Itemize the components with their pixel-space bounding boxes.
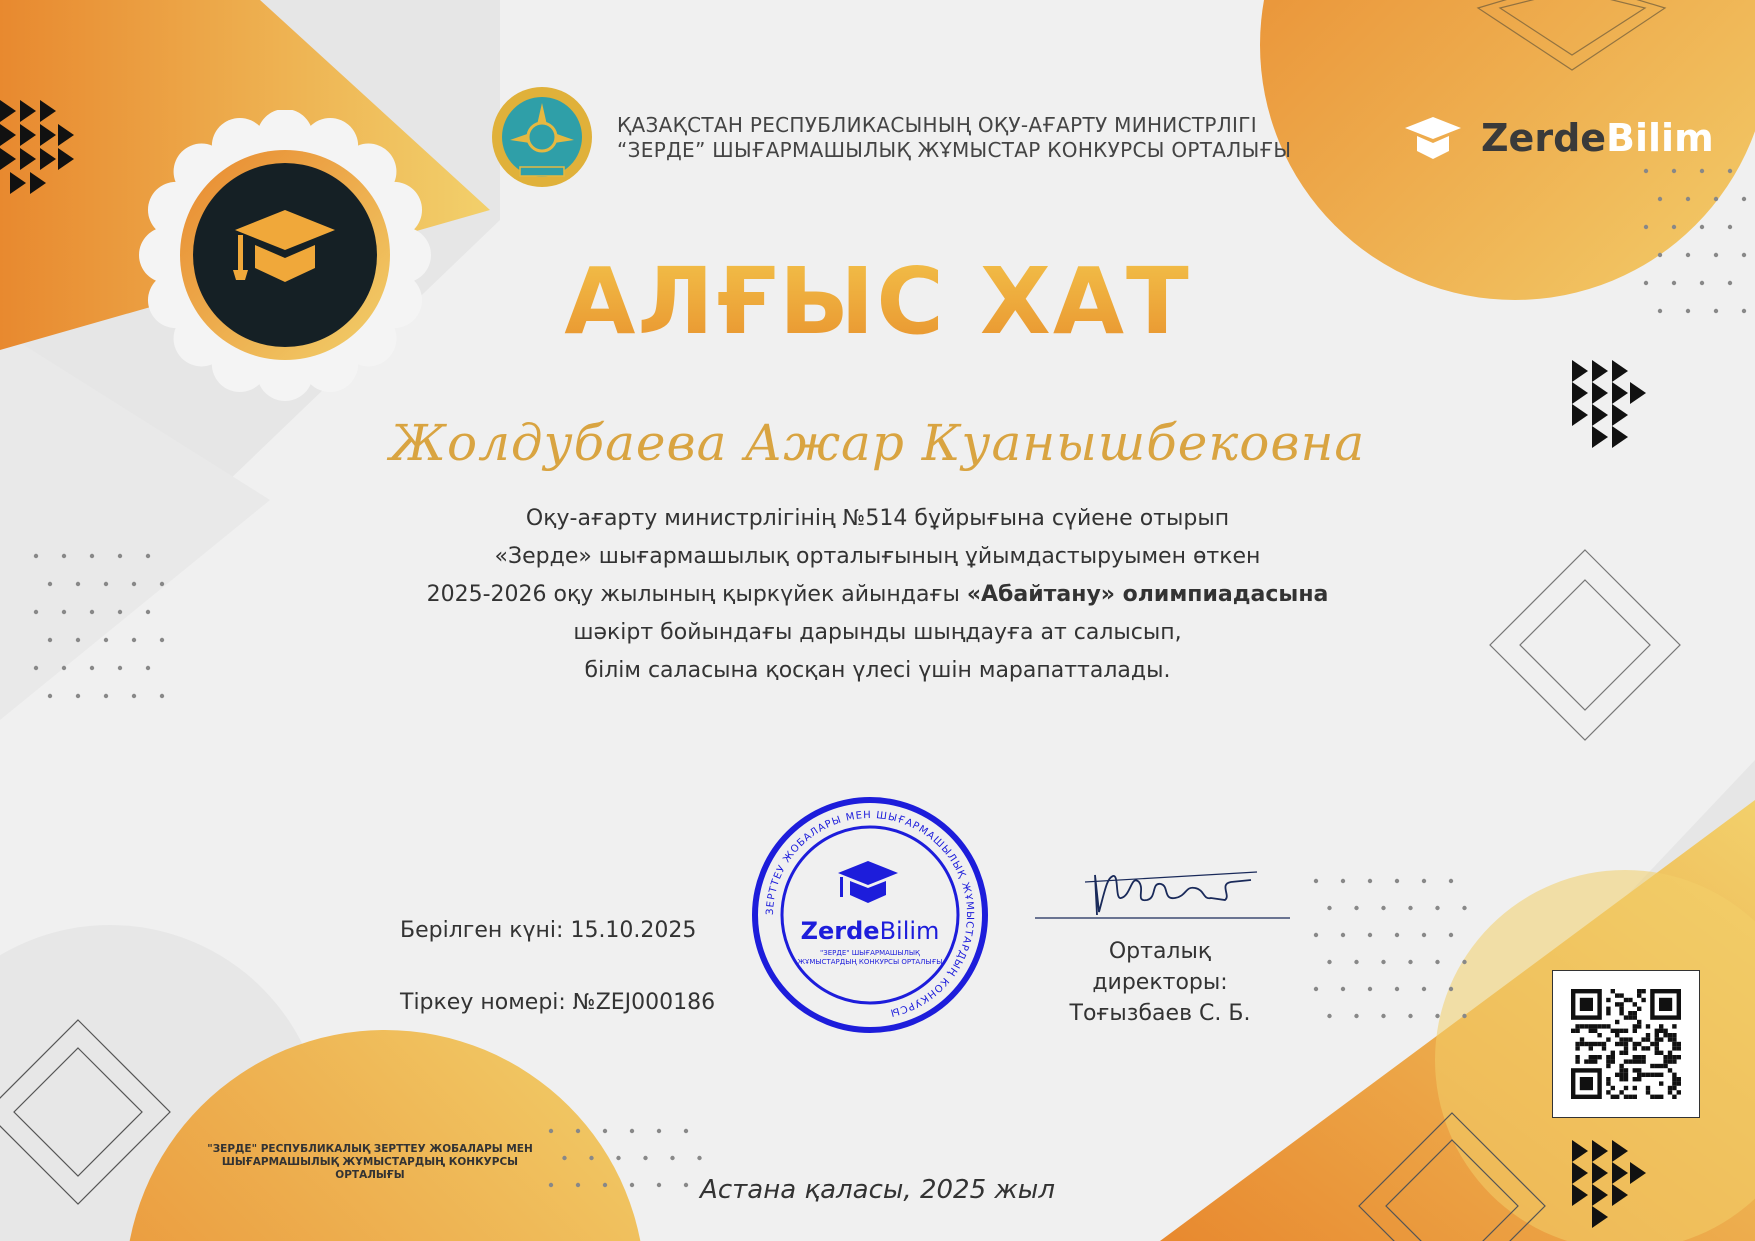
qr-code xyxy=(1552,970,1700,1118)
director-name: Тоғызбаев С. Б. xyxy=(1069,1001,1251,1026)
body-line-2: «Зерде» шығармашылық орталығының ұйымдастыруымен өткен xyxy=(494,544,1261,569)
director-block xyxy=(1040,936,1280,1029)
center-name: “ЗЕРДЕ” ШЫҒАРМАШЫЛЫҚ ЖҰМЫСТАР КОНКУРСЫ ОРТАЛЫҒЫ xyxy=(617,138,1292,162)
footer-org-line-2: ШЫҒАРМАШЫЛЫҚ ЖҰМЫСТАРДЫҢ КОНКУРСЫ ОРТАЛЫҒЫ xyxy=(221,1156,519,1181)
stamp-logo xyxy=(801,917,940,945)
body-line-3 xyxy=(0,576,1755,614)
svg-text:ЗЕРТТЕУ ЖОБАЛАРЫ МЕН ШЫҒАРМАШЫ xyxy=(765,810,975,1018)
stamp-logo-zerde: Zerde xyxy=(800,917,880,945)
qr-code-icon xyxy=(1553,971,1699,1117)
stamp-logo-bilim: Bilim xyxy=(879,917,940,945)
body-line-1: Оқу-ағарту министрлігінің №514 бұйрығына сүйене отырып xyxy=(525,506,1230,531)
registration-number: Тіркеу номері: №ZEJ000186 xyxy=(400,990,716,1015)
coat-of-arms-icon xyxy=(490,85,595,190)
stamp-ring-text: ЗЕРТТЕУ ЖОБАЛАРЫ МЕН ШЫҒАРМАШЫЛЫҚ ЖҰМЫСТАРДЫҢ КОНКУРСЫ xyxy=(764,809,976,1019)
city-year: Астана қаласы, 2025 жыл xyxy=(700,1175,1055,1205)
zerdebilim-logo xyxy=(1481,116,1714,160)
official-stamp xyxy=(750,795,990,1035)
issue-date: Берілген күні: 15.10.2025 xyxy=(400,918,697,943)
zerdebilim-logo-icon xyxy=(1403,113,1465,165)
olympiad-name: «Абайтану» олимпиадасына xyxy=(966,582,1329,607)
stamp-cap-icon xyxy=(838,861,898,903)
body-line-3-text: 2025-2026 оқу жылының қыркүйек айындағы xyxy=(426,582,967,607)
footer-org-line-1: "ЗЕРДЕ" РЕСПУБЛИКАЛЫҚ ЗЕРТТЕУ ЖОБАЛАРЫ МЕН xyxy=(207,1143,533,1155)
body-line-4: шәкірт бойындағы дарынды шыңдауға ат салысып, xyxy=(573,620,1182,645)
certificate-title: АЛҒЫС ХАТ xyxy=(0,248,1755,355)
director-title: Орталық директоры: xyxy=(1092,939,1228,995)
ministry-name: ҚАЗАҚСТАН РЕСПУБЛИКАСЫНЫҢ ОҚУ-АҒАРТУ МИНИСТРЛІГІ xyxy=(617,113,1257,137)
director-signature xyxy=(1035,860,1295,920)
recipient-name: Жолдубаева Ажар Куанышбековна xyxy=(389,414,1366,472)
dot-grid-right-bottom xyxy=(1310,875,1480,1035)
body-line-5: білім саласына қосқан үлесі үшін марапатталады. xyxy=(584,658,1171,683)
certificate-body xyxy=(0,500,1755,690)
header-organization xyxy=(617,113,1291,163)
logo-part-bilim: Bilim xyxy=(1606,116,1714,160)
logo-part-zerde: Zerde xyxy=(1481,116,1607,160)
stamp-small-line-2: ЖҰМЫСТАРДЫҢ КОНКУРСЫ ОРТАЛЫҒЫ xyxy=(797,958,943,966)
stamp-small-line-1: "ЗЕРДЕ" ШЫҒАРМАШЫЛЫҚ xyxy=(820,949,920,957)
